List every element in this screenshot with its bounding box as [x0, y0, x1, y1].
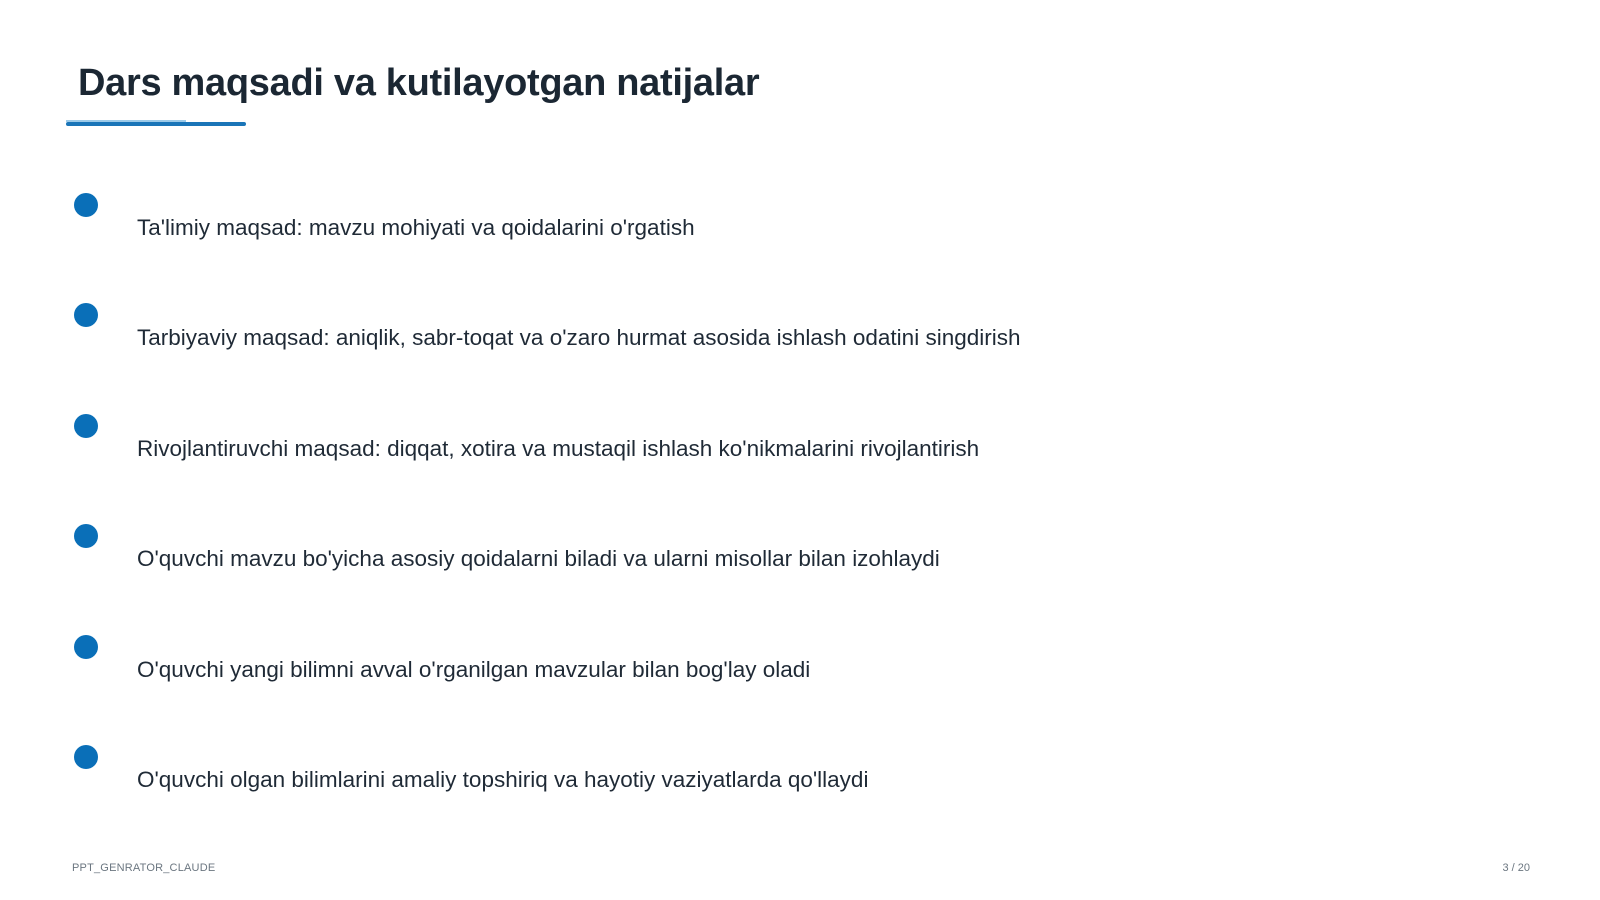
bullet-dot-icon — [74, 303, 98, 327]
list-item — [0, 193, 1200, 253]
bullet-text: Ta'limiy maqsad: mavzu mohiyati va qoidalarini o'rgatish — [137, 215, 695, 240]
footer-label: PPT_GENRATOR_CLAUDE — [72, 862, 216, 874]
bullet-dot-icon — [74, 193, 98, 217]
list-item — [0, 524, 1200, 584]
list-item — [0, 303, 1200, 363]
bullet-dot-icon — [74, 414, 98, 438]
bullet-text: O'quvchi mavzu bo'yicha asosiy qoidalarni biladi va ularni misollar bilan izohlaydi — [137, 546, 940, 571]
bullet-text: O'quvchi olgan bilimlarini amaliy topshiriq va hayotiy vaziyatlarda qo'llaydi — [137, 767, 869, 792]
bullet-dot-icon — [74, 745, 98, 769]
slide-title: Dars maqsadi va kutilayotgan natijalar — [78, 62, 760, 104]
bullet-text: O'quvchi yangi bilimni avval o'rganilgan mavzular bilan bog'lay oladi — [137, 657, 811, 682]
page-number: 3 / 20 — [1502, 862, 1530, 874]
bullet-dot-icon — [74, 635, 98, 659]
title-underline — [66, 122, 246, 126]
bullet-text: Tarbiyaviy maqsad: aniqlik, sabr-toqat va o'zaro hurmat asosida ishlash odatini singdirish — [137, 325, 1021, 350]
list-item — [0, 635, 1200, 695]
list-item — [0, 414, 1200, 474]
bullet-dot-icon — [74, 524, 98, 548]
bullet-text: Rivojlantiruvchi maqsad: diqqat, xotira va mustaqil ishlash ko'nikmalarini rivojlantirish — [137, 436, 980, 461]
list-item — [0, 745, 1200, 805]
